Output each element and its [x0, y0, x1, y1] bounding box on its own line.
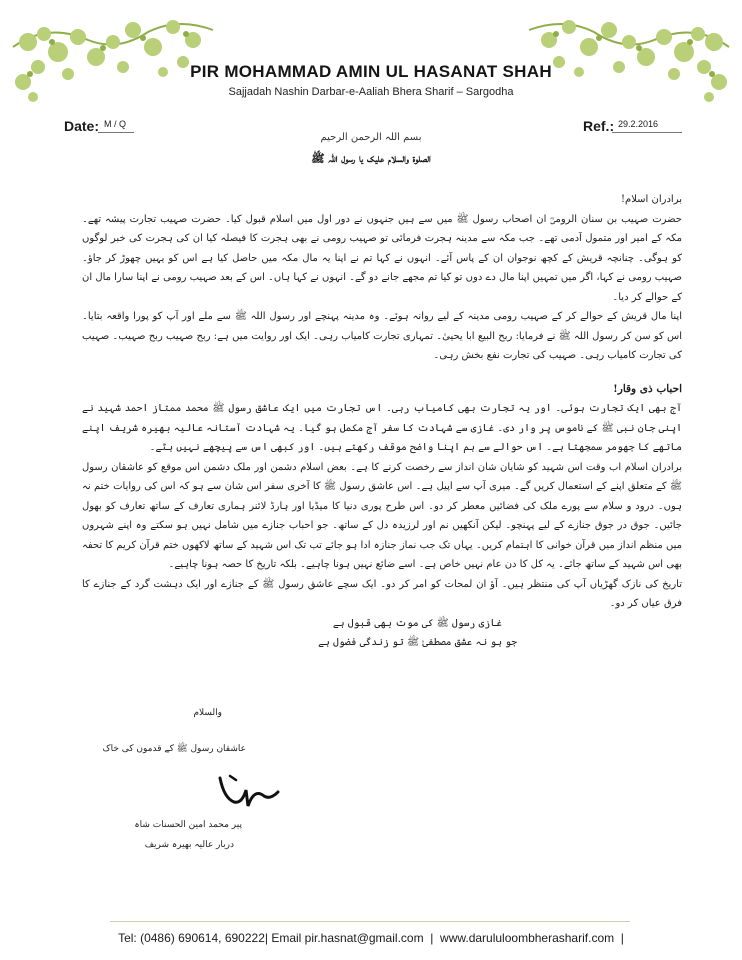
footer-phone: Tel: (0486) 690614, 690222 — [118, 931, 265, 945]
letterhead-subtitle: Sajjadah Nashin Darbar-e-Aaliah Bhera Sharif – Sargodha — [228, 86, 514, 98]
footer-email: Email pir.hasnat@gmail.com — [271, 931, 424, 945]
ref-label: Ref.: — [583, 118, 615, 134]
greeting: برادران اسلام! — [621, 194, 682, 205]
footer-separator: | — [423, 931, 441, 945]
date-label: Date: — [64, 118, 100, 134]
letterhead-title: PIR MOHAMMAD AMIN UL HASANAT SHAH — [190, 62, 552, 81]
footer-contact — [0, 931, 742, 945]
paragraph-2: اپنا مال قریش کے حوالے کر کے صہیب رومی مدینہ کے لیے روانہ ہوئے۔ وہ مدینہ پہنچے اور رسول اللہ ﷺ سے ملے اور آپ کو پورا واقعہ بتایا۔ اس کو سن کر رسول اللہ ﷺ نے فرمایا: ربح البیع ابا یحییٰ۔ تمہاری تجارت کامیاب رہی۔ ایک اور روایت میں ہے: ربح صہیب ربح صہیب۔ صہیب کی تجارت کامیاب رہی۔ صہیب کی تجارت نفع بخش رہی۔ — [82, 311, 682, 361]
paragraph-1: حضرت صہیب بن سنان الرومیؓ ان اصحاب رسول ﷺ میں سے ہیں جنہوں نے دور اول میں اسلام قبول کیا۔ حضرت صہیب تجارت پیشہ تھے۔ مکہ کے امیر اور متمول آدمی تھے۔ جب مکہ سے مدینہ ہجرت فرمائی تو صہیب رومی نے بھی ہجرت کا فیصلہ کیا ان کی ہجرت کی خبر لوگوں کو ہوگی۔ چنانچہ قریش کے کچھ نوجوان ان کے پاس آئے۔ انہوں نے کہا تم نے اپنا یہ مال مکہ میں حاصل کیا ہے اس کو یہیں چھوڑ کر جاؤ۔ صہیب رومی نے کہا، اگر میں تمہیں اپنا مال دے دوں تو کیا تم مجھے جانے دو گے۔ انہوں نے کہا ہاں۔ اس کے بعد صہیب رومی نے اپنا سارا مال ان کے حوالے کر دیا۔ — [82, 213, 682, 303]
paragraph-5: تاریخ کی نازک گھڑیاں آپ کی منتظر ہیں۔ آؤ ان لمحات کو امر کر دو۔ ایک سچے عاشق رسول ﷺ کے جنازے اور ایک دہشت گرد کے جنازے کا فرق عیاں کر دو۔ — [82, 578, 682, 609]
handwritten-signature — [212, 768, 282, 816]
date-value: M / Q — [98, 119, 134, 133]
footer-website: www.darululoombherasharif.com — [440, 931, 615, 945]
section-heading: احباب ذی وقار! — [613, 382, 682, 395]
verse-line-2: جو ہو نہ عشق مصطفیٰ ﷺ تو زندگی فضول ہے — [318, 637, 517, 648]
closing-line: عاشقان رسول ﷺ کے قدموں کی خاک — [102, 744, 246, 754]
footer-divider — [110, 921, 630, 922]
closing-wassalam: والسلام — [193, 708, 222, 718]
paragraph-3: آج بھی ایک تجارت ہوئی۔ اور یہ تجارت بھی کامیاب رہی۔ اس تجارت میں ایک عاشق رسول ﷺ محمد ممتاز احمد شہید نے اپنی جان نبی ﷺ کے ناموس پر وار دی۔ غازی سے شہادت کا سفر آج مکمل ہو گیا۔ یہ شہادت آستانہ عالیہ بھیرہ شریف اپنے ماتھے کا جھومر سمجھتا ہے۔ اس حوالے سے ہم اپنا واضح موقف رکھتے ہیں۔ اور کبھی اس سے پیچھے نہیں ہٹے۔ — [82, 403, 682, 453]
signatory-name: پیر محمد امین الحسنات شاہ — [134, 820, 242, 830]
letter-body — [82, 190, 682, 653]
salutation: الصلوۃ والسلام علیک یا رسول اللہ ﷺ — [311, 152, 431, 165]
verse-line-1: غازی رسول ﷺ کی موت بھی قبول ہے — [332, 617, 502, 629]
signatory-place: دربار عالیہ بھیرہ شریف — [144, 840, 234, 850]
footer-separator: | — [264, 931, 272, 945]
footer-separator: | — [614, 931, 624, 945]
ref-value: 29.2.2016 — [612, 119, 682, 133]
paragraph-4: برادران اسلام اب وقت اس شہید کو شایان شان انداز سے رخصت کرنے کا ہے۔ بعض اسلام دشمن اور ملک دشمن اس موقع کو عاشقان رسول ﷺ کے متعلق اپنے کے استعمال کریں گے۔ میری آپ سے اپیل ہے۔ اس عاشق رسول ﷺ کا آخری سفر اس شان سے ہو کہ اس کی روایات ختم نہ ہوں۔ درود و سلام سے پورے ملک کی فضائیں معطر کر دو۔ اس طرح پوری دنیا کا میڈیا اور ہارڈ لائنر ہماری تعارف کے ساتھ تعارف کو بھول جائیں۔ جوق در جوق جنازے کے لیے پہنچو۔ لیکن آنکھیں نم اور لرزیدہ دل کے ساتھ۔ جو احباب جنازے میں شامل نہیں ہو سکتے وہ اپنے شہروں میں منظم انداز میں قرآن خوانی کا اہتمام کریں۔ یہاں تک جب نماز جنازہ ادا ہو جائے تب تک اس شہید کے ساتھ لاکھوں ختم قرآن کریم کا تحفہ بھی اس شہید کے ساتھ جائے۔ یہ کل کا دن عام نہیں خاص ہے۔ اسے ضائع نہیں ہونا چاہیے۔ بلکہ تاریخ کا حصہ ہونا چاہیے۔ — [82, 461, 682, 570]
bismillah: بسم اللہ الرحمن الرحیم — [320, 132, 422, 143]
